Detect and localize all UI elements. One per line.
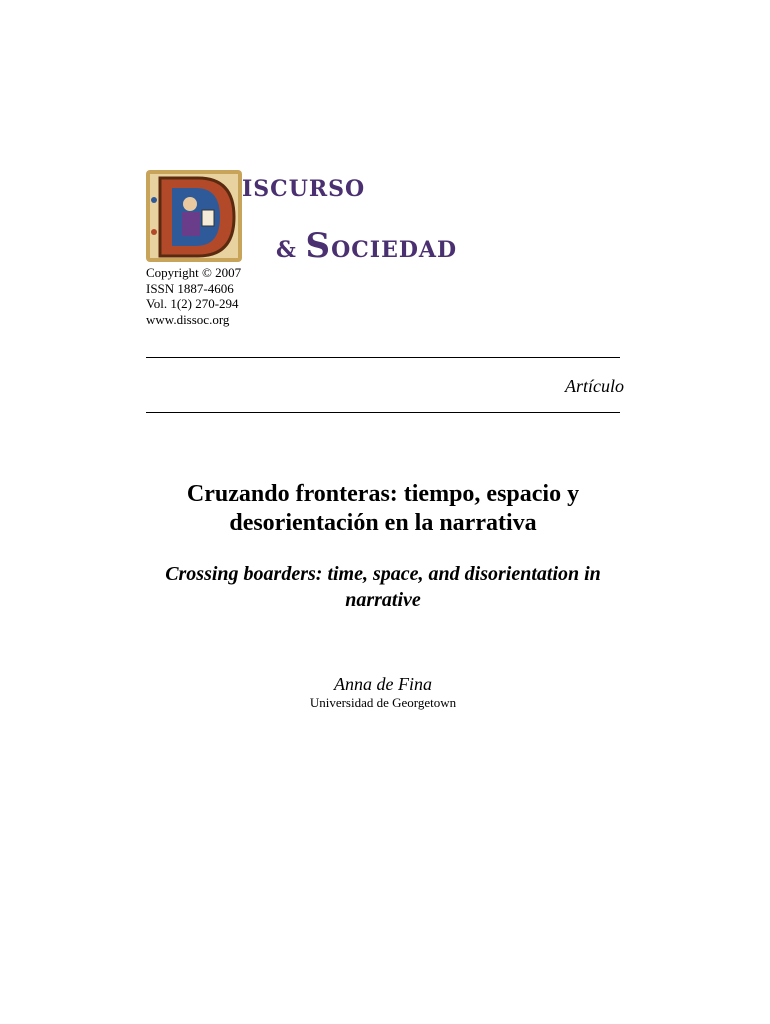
website-link[interactable]: www.dissoc.org xyxy=(146,311,230,327)
journal-title-line2-rest: OCIEDAD xyxy=(331,237,458,263)
journal-title-line1: ISCURSO xyxy=(242,176,366,202)
publication-meta xyxy=(146,265,241,327)
journal-ampersand: & xyxy=(276,237,297,263)
volume-line: Vol. 1(2) 270-294 xyxy=(146,296,239,311)
article-title: Cruzando fronteras: tiempo, espacio y desorientación en la narrativa xyxy=(186,481,580,536)
issn-line: ISSN 1887-4606 xyxy=(146,280,234,296)
top-divider xyxy=(146,357,620,358)
journal-title-line2 xyxy=(276,226,457,266)
journal-logo xyxy=(146,170,506,265)
article-subtitle: Crossing boarders: time, space, and disorientation in narrative xyxy=(165,563,601,611)
illuminated-initial-icon xyxy=(146,170,246,265)
author-name: Anna de Fina xyxy=(334,674,432,694)
section-label: Artículo xyxy=(565,376,624,396)
bottom-divider xyxy=(146,412,620,413)
author-affiliation: Universidad de Georgetown xyxy=(309,695,457,710)
journal-big-s: S xyxy=(305,226,332,266)
copyright-line: Copyright © 2007 xyxy=(146,265,242,280)
